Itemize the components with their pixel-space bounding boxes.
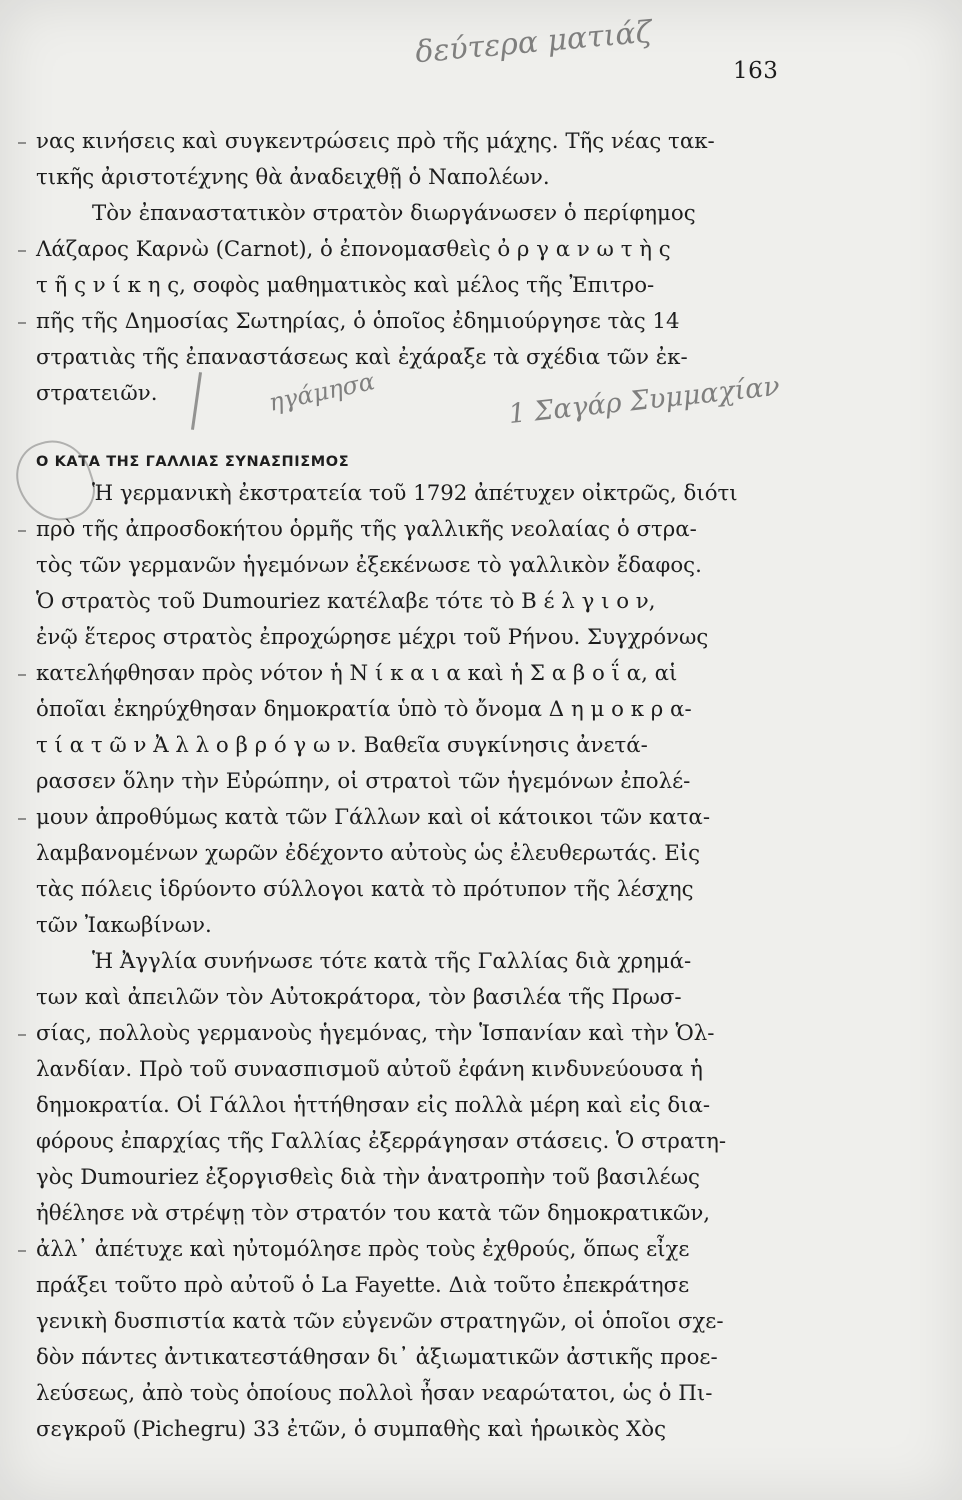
section-heading: Ο ΚΑΤΑ ΤΗΣ ΓΑΛΛΙΑΣ ΣΥΝΑΣΠΙΣΜΟΣ: [36, 454, 350, 470]
text-line: ἐνῷ ἕτερος στρατὸς ἐπροχώρησε μέχρι τοῦ Ρήνου. Συγχρόνως: [36, 625, 709, 650]
text-line: Ὁ στρατὸς τοῦ Dumouriez κατέλαβε τότε τὸ Β έ λ γ ι ο ν,: [36, 589, 656, 614]
text-line: πῆς τῆς Δημοσίας Σωτηρίας, ὁ ὁποῖος ἐδημιούργησε τὰς 14: [36, 309, 680, 334]
text-line: Τὸν ἐπαναστατικὸν στρατὸν διωργάνωσεν ὁ περίφημος: [92, 201, 696, 226]
text-line: λανδίαν. Πρὸ τοῦ συνασπισμοῦ αὐτοῦ ἐφάνη κινδυνεύουσα ἡ: [36, 1057, 703, 1082]
handwritten-note-top: δεύτερα ματιάζ: [413, 14, 654, 71]
text-line: στρατιὰς τῆς ἐπαναστάσεως καὶ ἐχάραξε τὰ σχέδια τῶν ἐκ-: [36, 345, 688, 370]
text-line: σίας, πολλοὺς γερμανοὺς ἡγεμόνας, τὴν Ἱσπανίαν καὶ τὴν Ὁλ-: [36, 1021, 715, 1046]
text-line: ἠθέλησε νὰ στρέψῃ τὸν στρατόν του κατὰ τῶν δημοκρατικῶν,: [36, 1201, 711, 1226]
page-number: 163: [733, 58, 779, 84]
text-line: δὸν πάντες ἀντικατεστάθησαν δι᾿ ἀξιωματικῶν ἀστικῆς προε-: [36, 1345, 718, 1370]
text-line: τικῆς ἀριστοτέχνης θὰ ἀναδειχθῇ ὁ Ναπολέων.: [36, 165, 550, 190]
text-line: Ἡ γερμανικὴ ἐκστρατεία τοῦ 1792 ἀπέτυχεν οἰκτρῶς, διότι: [92, 481, 738, 506]
margin-dot: [18, 250, 26, 252]
text-line: τὰς πόλεις ἱδρύοντο σύλλογοι κατὰ τὸ πρότυπον τῆς λέσχης: [36, 877, 694, 902]
text-line: πράξει τοῦτο πρὸ αὐτοῦ ὁ La Fayette. Διὰ τοῦτο ἐπεκράτησε: [36, 1273, 690, 1298]
text-line: λαμβανομένων χωρῶν ἐδέχοντο αὐτοὺς ὡς ἐλευθερωτάς. Εἰς: [36, 841, 701, 866]
text-line: μουν ἀπροθύμως κατὰ τῶν Γάλλων καὶ οἱ κάτοικοι τῶν κατα-: [36, 805, 711, 830]
margin-dot: [18, 142, 26, 144]
margin-dot: [18, 322, 26, 324]
text-line: κατελήφθησαν πρὸς νότον ἡ Ν ί κ α ι α καὶ ἡ Σ α β ο ΐ α, αἱ: [36, 661, 678, 686]
text-line: τ ί α τ ῶ ν Ἀ λ λ ο β ρ ό γ ω ν. Βαθεῖα συγκίνησις ἀνετά-: [36, 733, 648, 758]
text-line: τ ῆ ς ν ί κ η ς, σοφὸς μαθηματικὸς καὶ μέλος τῆς Ἐπιτρο-: [36, 273, 655, 298]
text-line: γενικὴ δυσπιστία κατὰ τῶν εὐγενῶν στρατηγῶν, οἱ ὁποῖοι σχε-: [36, 1309, 724, 1334]
text-line: νας κινήσεις καὶ συγκεντρώσεις πρὸ τῆς μάχης. Τῆς νέας τακ-: [36, 129, 715, 154]
text-line: τῶν Ἰακωβίνων.: [36, 913, 212, 938]
text-line: σεγκροῦ (Pichegru) 33 ἐτῶν, ὁ συμπαθὴς καὶ ἡρωικὸς Χὸς: [36, 1417, 667, 1442]
text-line: Ἡ Ἀγγλία συνήνωσε τότε κατὰ τῆς Γαλλίας διὰ χρημά-: [92, 949, 692, 974]
text-line: των καὶ ἀπειλῶν τὸν Αὐτοκράτορα, τὸν βασιλέα τῆς Πρωσ-: [36, 985, 682, 1010]
text-line: ἀλλ᾿ ἀπέτυχε καὶ ηὐτομόλησε πρὸς τοὺς ἐχθρούς, ὅπως εἶχε: [36, 1237, 690, 1262]
handwritten-note-middle-right: 1 Σαγάρ Συμμαχίαν: [507, 370, 782, 431]
text-line: πρὸ τῆς ἀπροσδοκήτου ὁρμῆς τῆς γαλλικῆς νεολαίας ὁ στρα-: [36, 517, 697, 542]
margin-dot: [18, 1250, 26, 1252]
margin-dot: [18, 530, 26, 532]
text-line: ρασσεν ὅλην τὴν Εὐρώπην, οἱ στρατοὶ τῶν ἡγεμόνων ἐπολέ-: [36, 769, 691, 794]
margin-dot: [18, 1034, 26, 1036]
text-line: ὁποῖαι ἐκηρύχθησαν δημοκρατία ὑπὸ τὸ ὄνομα Δ η μ ο κ ρ α-: [36, 697, 692, 722]
text-line: τὸς τῶν γερμανῶν ἡγεμόνων ἐξεκένωσε τὸ γαλλικὸν ἔδαφος.: [36, 553, 702, 578]
text-line: γὸς Dumouriez ἐξοργισθεὶς διὰ τὴν ἀνατροπὴν τοῦ βασιλέως: [36, 1165, 700, 1190]
handwritten-note-middle-left: ηγάμησα: [266, 367, 378, 417]
text-line: λεύσεως, ἀπὸ τοὺς ὁποίους πολλοὶ ἦσαν νεαρώτατοι, ὡς ὁ Πι-: [36, 1381, 713, 1406]
text-line: φόρους ἐπαρχίας τῆς Γαλλίας ἐξερράγησαν στάσεις. Ὁ στρατη-: [36, 1129, 727, 1154]
text-line: Λάζαρος Καρνὼ (Carnot), ὁ ἐπονομασθεὶς ὀ ρ γ α ν ω τ ὴ ς: [36, 237, 671, 262]
margin-dot: [18, 674, 26, 676]
text-line: δημοκρατία. Οἱ Γάλλοι ἡττήθησαν εἰς πολλὰ μέρη καὶ εἰς δια-: [36, 1093, 711, 1118]
text-line: στρατειῶν.: [36, 381, 158, 406]
margin-dot: [18, 818, 26, 820]
